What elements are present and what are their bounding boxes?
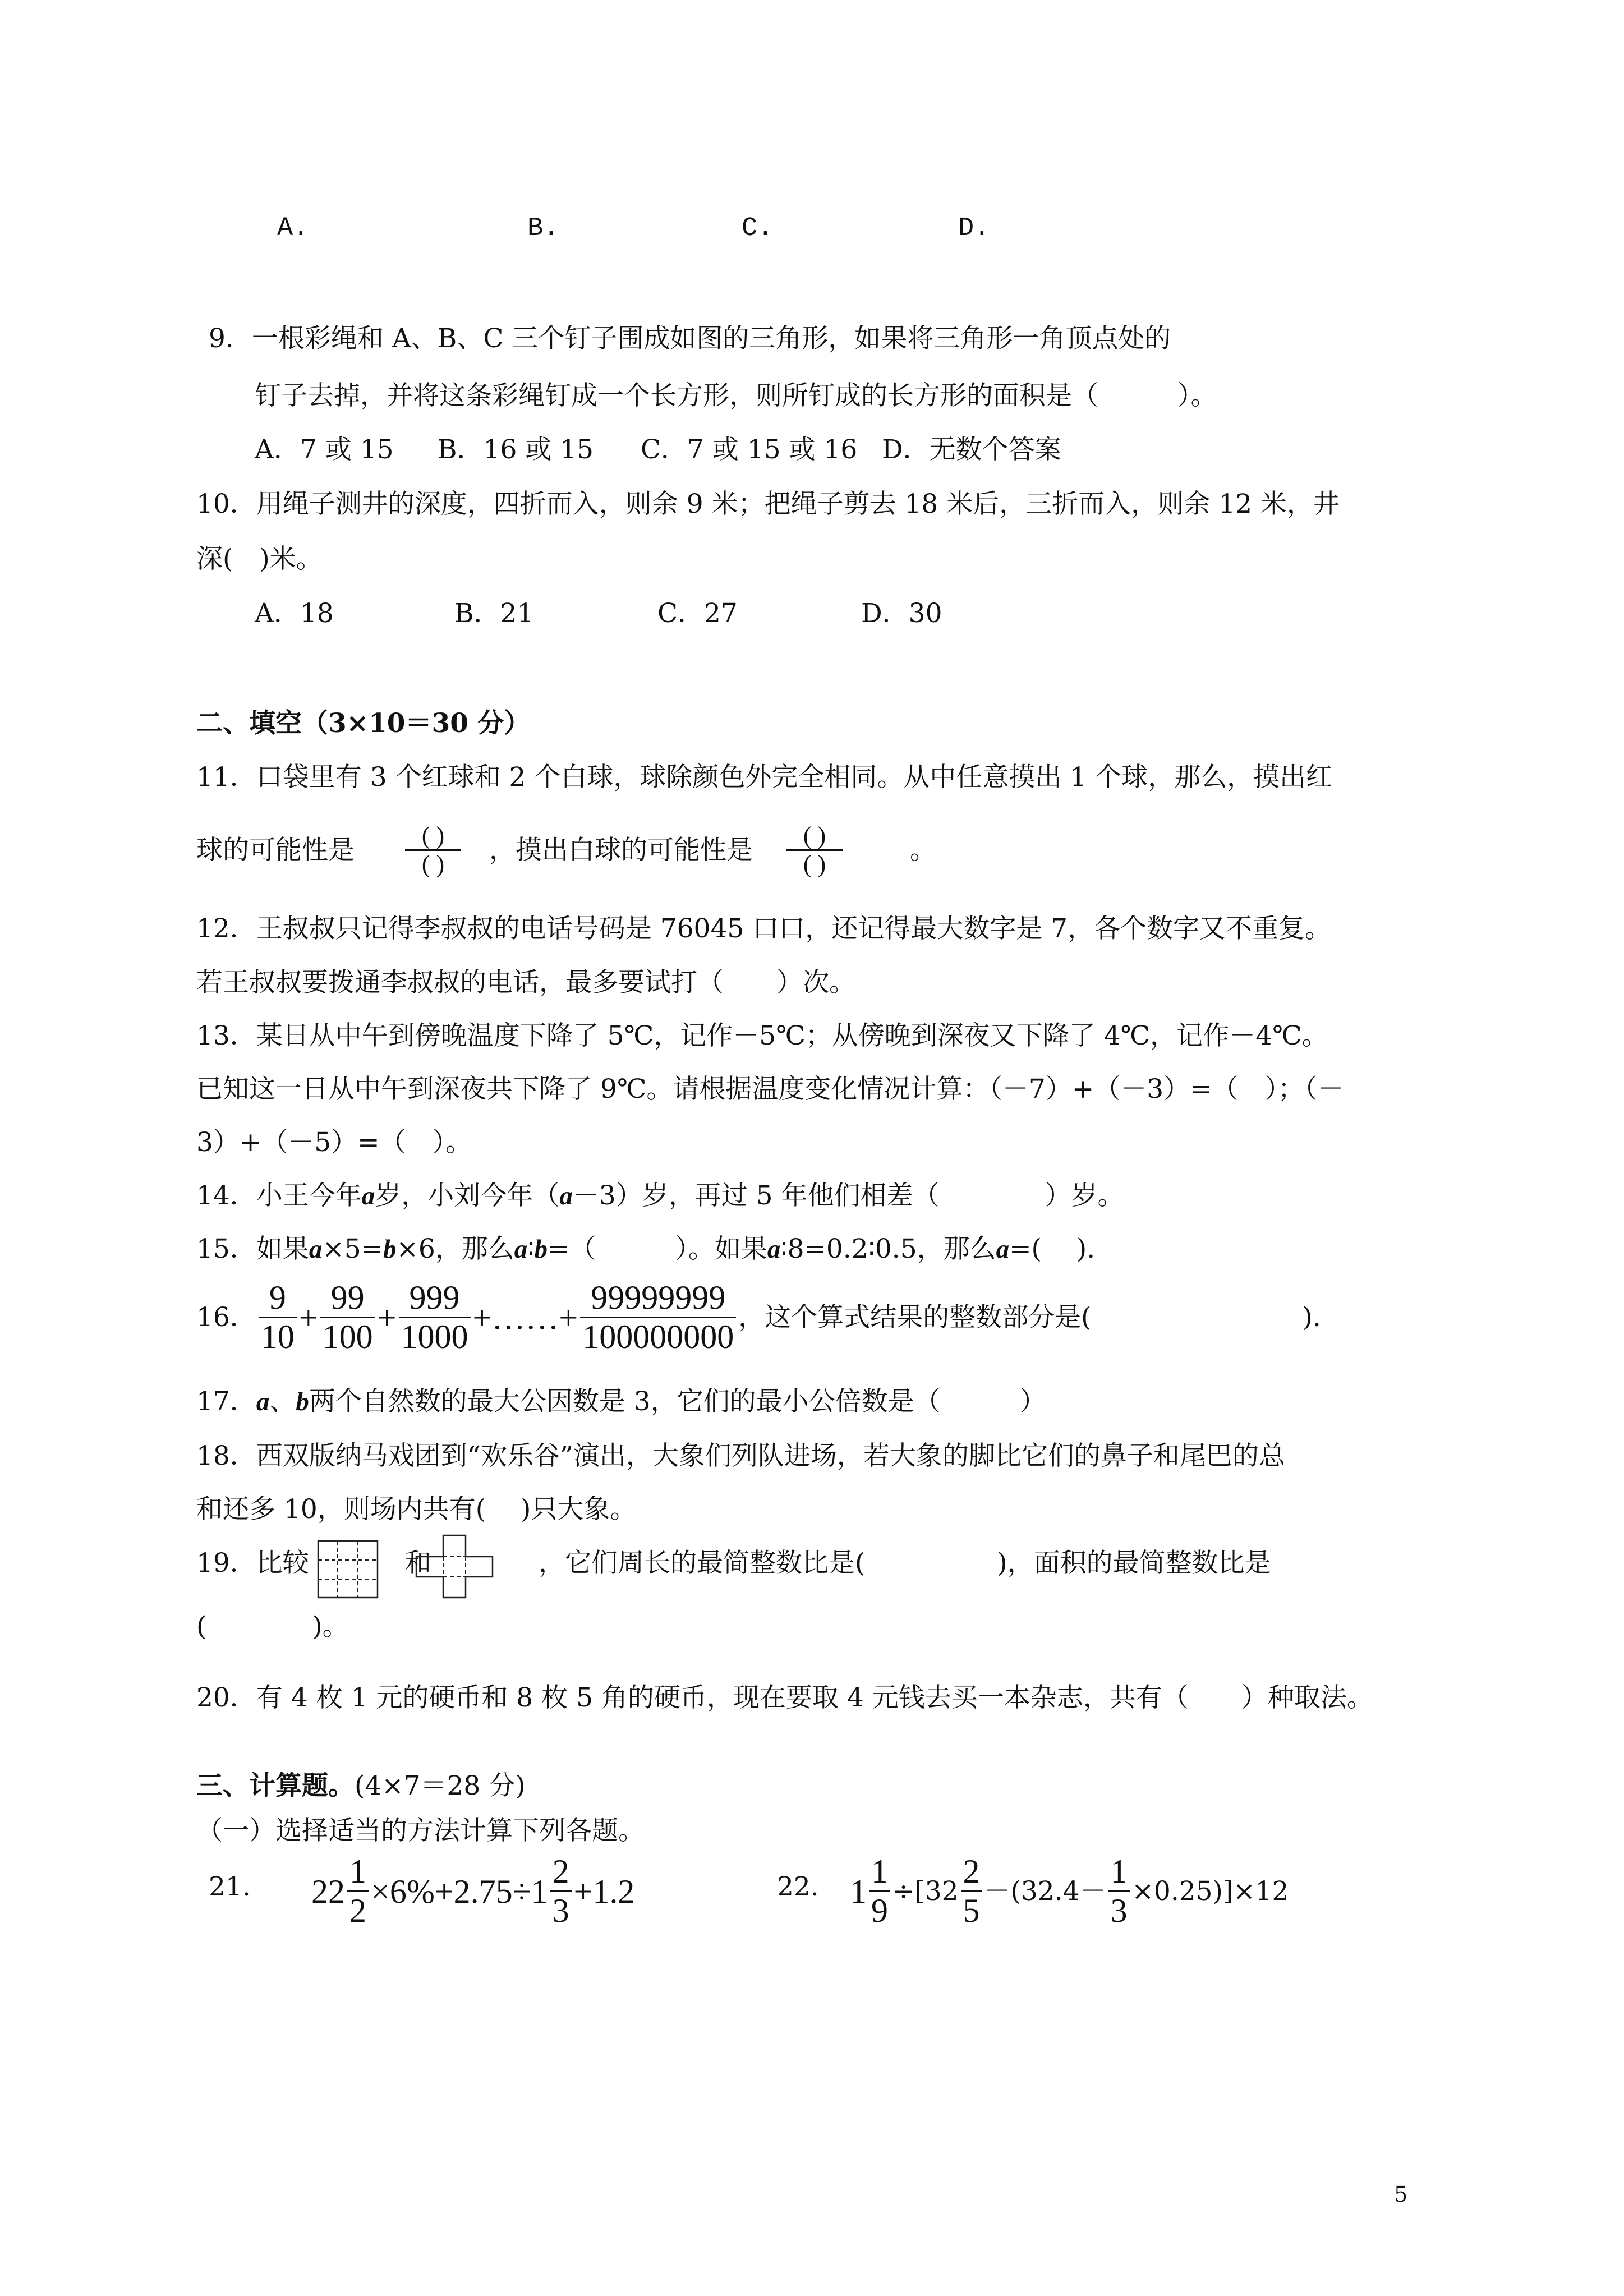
q14-c: －3）岁，再过 5 年他们相差（ ）岁。 bbox=[572, 1180, 1124, 1211]
q22-expression bbox=[850, 1854, 1289, 1929]
q9-line2: 钉子去掉，并将这条彩绳钉成一个长方形，则所钉成的长方形的面积是（ ）。 bbox=[255, 380, 1217, 411]
section3-title: 三、计算题。 bbox=[196, 1770, 355, 1801]
q19-figure-grid bbox=[317, 1540, 379, 1599]
q15-v1: a bbox=[309, 1235, 323, 1264]
q16-frac-2 bbox=[320, 1280, 375, 1355]
q22-whole: 1 bbox=[850, 1872, 867, 1910]
q14-a: 14．小王今年 bbox=[196, 1180, 362, 1211]
q17-v2: b bbox=[296, 1387, 309, 1416]
q16-plus-1: + bbox=[298, 1299, 318, 1336]
q21-expression bbox=[311, 1854, 634, 1929]
q22-frac-2-den: 5 bbox=[963, 1892, 980, 1929]
q11-end: 。 bbox=[910, 835, 936, 866]
q22-frac-3-num: 1 bbox=[1108, 1854, 1130, 1892]
q15-b: ×5= bbox=[322, 1234, 383, 1264]
section3-score: (4×7＝28 分) bbox=[355, 1770, 526, 1801]
q8-option-b: B. bbox=[527, 214, 559, 243]
q13-line2: 已知这一日从中午到深夜共下降了 9℃。请根据温度变化情况计算：（－7）+（－3）=（ ）；（－ bbox=[196, 1074, 1344, 1105]
q15-f: ∶8=0.2∶0.5，那么 bbox=[780, 1234, 996, 1264]
q22-c: ×0.25)]×12 bbox=[1131, 1876, 1289, 1907]
q22-frac-1-num: 1 bbox=[869, 1854, 890, 1892]
q16-frac-3-den: 1000 bbox=[401, 1318, 468, 1355]
q15-v3: a bbox=[514, 1235, 528, 1264]
q9-option-b: B．16 或 15 bbox=[438, 434, 594, 465]
q22-b: －(32.4－ bbox=[984, 1876, 1106, 1907]
q10-option-b: B．21 bbox=[454, 598, 534, 629]
q22-frac-1-den: 9 bbox=[871, 1892, 888, 1929]
q16-frac-1-num: 9 bbox=[259, 1280, 297, 1318]
q13-line3: 3）+（－5）=（ ）。 bbox=[196, 1127, 472, 1158]
q16-plus-2: + bbox=[377, 1299, 397, 1336]
q16-frac-3-num: 999 bbox=[399, 1280, 471, 1318]
section3-sub1: （一）选择适当的方法计算下列各题。 bbox=[196, 1815, 645, 1846]
q16-frac-4-num: 99999999 bbox=[580, 1280, 736, 1318]
q15-v4: b bbox=[534, 1235, 548, 1264]
q8-option-d: D. bbox=[958, 214, 990, 243]
q15-d: ∶ bbox=[527, 1234, 535, 1264]
q8-option-c: C. bbox=[742, 214, 774, 243]
q16 bbox=[196, 1280, 1321, 1355]
q22-frac-1 bbox=[869, 1854, 890, 1929]
q16-frac-4 bbox=[580, 1280, 736, 1355]
q13-line1: 13．某日从中午到傍晚温度下降了 5℃，记作－5℃；从傍晚到深夜又下降了 4℃，记作－4℃。 bbox=[196, 1020, 1328, 1051]
q22-frac-3 bbox=[1108, 1854, 1130, 1929]
q17-a: 17． bbox=[196, 1386, 256, 1417]
q17 bbox=[196, 1388, 1046, 1415]
q11-white-den: ( ) bbox=[803, 850, 826, 878]
q21-frac-2 bbox=[550, 1854, 572, 1929]
q22-frac-2-num: 2 bbox=[961, 1854, 982, 1892]
q19-a: 19．比较 bbox=[196, 1548, 309, 1579]
q16-frac-3 bbox=[399, 1280, 471, 1355]
q10-line2: 深( )米。 bbox=[196, 544, 323, 574]
q12-line1: 12．王叔叔只记得李叔叔的电话号码是 76045 口口，还记得最大数字是 7，各个数字又不重复。 bbox=[196, 913, 1332, 944]
q17-c: 两个自然数的最大公因数是 3，它们的最小公倍数是（ ） bbox=[309, 1386, 1046, 1417]
q9-line1: 9．一根彩绳和 A、B、C 三个钉子围成如图的三角形，如果将三角形一角顶点处的 bbox=[209, 323, 1171, 354]
q15-e: =（ ）。如果 bbox=[548, 1234, 767, 1264]
q11-white-num: ( ) bbox=[803, 822, 826, 849]
q11-white-blank bbox=[781, 823, 848, 877]
q21-frac-1-num: 1 bbox=[347, 1854, 369, 1892]
q15 bbox=[196, 1236, 1095, 1263]
q14-b: 岁，小刘今年（ bbox=[375, 1180, 560, 1211]
q16-label: 16． bbox=[196, 1302, 256, 1333]
q21-mid: ×6%+2.75÷1 bbox=[371, 1872, 548, 1910]
q17-b: 、 bbox=[269, 1386, 296, 1417]
q9-option-a: A．7 或 15 bbox=[255, 434, 394, 465]
q22-frac-3-den: 3 bbox=[1110, 1892, 1128, 1929]
q19-c: ，它们周长的最简整数比是( )，面积的最简整数比是 bbox=[539, 1548, 1271, 1579]
page-number: 5 bbox=[1394, 2182, 1408, 2207]
q10-option-d: D．30 bbox=[861, 598, 942, 629]
q11-line1: 11．口袋里有 3 个红球和 2 个白球，球除颜色外完全相同。从中任意摸出 1 个球，那么，摸出红 bbox=[196, 762, 1333, 793]
q18-line1: 18．西双版纳马戏团到“欢乐谷”演出，大象们列队进场，若大象的脚比它们的鼻子和尾巴的总 bbox=[196, 1441, 1285, 1471]
q16-frac-1-den: 10 bbox=[260, 1318, 295, 1355]
section2-heading: 二、填空（3×10＝30 分） bbox=[196, 708, 531, 739]
q15-v6: a bbox=[996, 1235, 1010, 1264]
q19-b: 和 bbox=[405, 1548, 431, 1579]
q11-red-den: ( ) bbox=[421, 850, 445, 878]
q10-line1: 10．用绳子测井的深度，四折而入，则余 9 米；把绳子剪去 18 米后，三折而入，则余 12 米，井 bbox=[196, 489, 1340, 519]
q11-line2 bbox=[196, 823, 936, 877]
q21-end: +1.2 bbox=[573, 1872, 635, 1910]
q9-option-d: D．无数个答案 bbox=[882, 434, 1061, 465]
q15-v2: b bbox=[383, 1235, 397, 1264]
q15-a: 15．如果 bbox=[196, 1234, 309, 1264]
q11-white-text: ，摸出白球的可能性是 bbox=[489, 835, 753, 866]
q21-frac-1-den: 2 bbox=[349, 1892, 366, 1929]
q16-frac-2-den: 100 bbox=[322, 1318, 373, 1355]
q11-red-blank bbox=[399, 823, 467, 877]
q15-v5: a bbox=[767, 1235, 781, 1264]
q21-frac-2-den: 3 bbox=[552, 1892, 569, 1929]
q22-frac-2 bbox=[961, 1854, 982, 1929]
q18-line2: 和还多 10，则场内共有( )只大象。 bbox=[196, 1494, 637, 1525]
q19-figure-cross bbox=[415, 1534, 494, 1599]
q15-c: ×6，那么 bbox=[396, 1234, 514, 1264]
q12-line2: 若王叔叔要拨通李叔叔的电话，最多要试打（ ）次。 bbox=[196, 967, 855, 998]
q10-option-c: C．27 bbox=[657, 598, 738, 629]
q19-line2: ( )。 bbox=[196, 1611, 349, 1642]
q14-var-a: a bbox=[361, 1181, 375, 1211]
q16-text: ，这个算式结果的整数部分是( ). bbox=[738, 1302, 1321, 1333]
q21-frac-2-num: 2 bbox=[550, 1854, 572, 1892]
section3-heading bbox=[196, 1770, 526, 1801]
q21-label: 21. bbox=[209, 1871, 251, 1902]
q9-option-c: C．7 或 15 或 16 bbox=[641, 434, 858, 465]
q11-red-num: ( ) bbox=[421, 822, 445, 849]
q16-frac-4-den: 100000000 bbox=[582, 1318, 734, 1355]
q16-frac-1 bbox=[259, 1280, 297, 1355]
q15-g: =( ). bbox=[1009, 1234, 1096, 1264]
q10-option-a: A．18 bbox=[255, 598, 334, 629]
q8-option-a: A. bbox=[277, 214, 309, 243]
q22-a: ÷[32 bbox=[892, 1876, 959, 1907]
q16-frac-2-num: 99 bbox=[320, 1280, 375, 1318]
q22-label: 22. bbox=[777, 1871, 819, 1902]
q21-frac-1 bbox=[347, 1854, 369, 1929]
q16-dots: +……+ bbox=[472, 1299, 578, 1336]
q14 bbox=[196, 1182, 1124, 1209]
q20: 20．有 4 枚 1 元的硬币和 8 枚 5 角的硬币，现在要取 4 元钱去买一本杂志，共有（ ）种取法。 bbox=[196, 1682, 1373, 1713]
q17-v1: a bbox=[256, 1387, 270, 1416]
q11-red-text: 球的可能性是 bbox=[196, 835, 355, 866]
q14-var-a2: a bbox=[559, 1181, 573, 1211]
q21-whole: 22 bbox=[311, 1872, 345, 1910]
